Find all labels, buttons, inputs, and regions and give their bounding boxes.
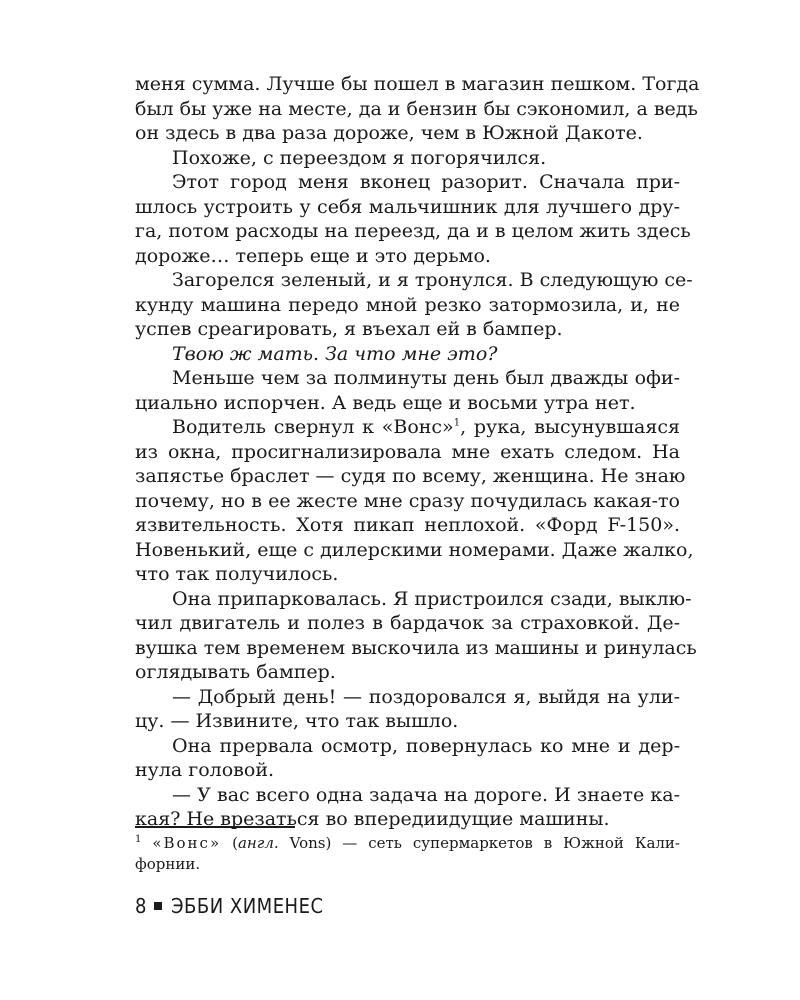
footnote-term: «Вонс» [152, 834, 222, 852]
separator-square [154, 902, 162, 910]
text-line: циально испорчен. А ведь еще и восьми утра нет. [135, 391, 636, 414]
text-line: Новенький, еще с дилерскими номерами. Даже жалко, [135, 538, 694, 561]
text-line: Этот город меня вконец разорит. Сначала при- [172, 171, 680, 193]
text-line: кая? Не врезаться во впередиидущие машины. [135, 808, 610, 830]
footnote-divider [135, 826, 295, 828]
paragraph-7 [135, 415, 694, 587]
footnote-lang: англ. [237, 834, 279, 852]
text-line: Она припарковалась. Я пристроился сзади, выклю- [172, 587, 692, 610]
text-line: дороже… теперь еще и это дерьмо. [135, 244, 491, 267]
running-footer [135, 894, 324, 918]
text-line: он здесь в два раза дороже, чем в Южной Дакоте. [135, 122, 643, 144]
text-line: Похоже, с переездом я погорячился. [172, 146, 547, 169]
text-line: Загорелся зеленый, и я тронулся. В следующую се- [172, 269, 693, 291]
text-line: запястье браслет — судя по всему, женщина. Не знаю [135, 465, 686, 487]
text-line: почему, но в ее жесте мне сразу почудилась какая-то [135, 489, 680, 512]
text-line: чил двигатель и полез в бардачок за страховкой. Де- [135, 612, 680, 634]
paragraph-5 [135, 342, 680, 367]
text-line [135, 415, 680, 440]
footnote-ref: 1 [453, 417, 461, 429]
footnote-text: Vons) — сеть супермаркетов в Южной Кали- [289, 834, 680, 852]
footnote-line: форнии. [135, 855, 201, 873]
footnote-marker: 1 [135, 834, 142, 845]
body-text [135, 72, 700, 832]
paragraph-1 [135, 72, 700, 146]
text-line: цу. — Извините, что так вышло. [135, 710, 459, 732]
text-line: меня сумма. Лучше бы пошел в магазин пешком. Тогда [135, 73, 700, 95]
footnote-line: $^1$ «Вонс» (англ. Vons) — сеть супермаркетов в Южной Кали- [135, 834, 680, 852]
text-line: Она прервала осмотр, повернулась ко мне и дер- [172, 734, 680, 757]
paragraph-2 [135, 146, 680, 171]
paragraph-11 [135, 783, 680, 832]
paragraph-3 [135, 170, 691, 268]
text-line: нула головой. [135, 759, 275, 781]
footnote [135, 833, 680, 875]
italic-text-line: Твою ж мать. За что мне это? [172, 342, 498, 365]
paragraph-8 [135, 587, 697, 685]
text-line: — Добрый день! — поздоровался я, выйдя на ули- [172, 685, 680, 708]
text-line: Меньше чем за полминуты день был дважды офи- [172, 367, 680, 389]
text-line: кунду машина передо мной резко затормозила, и, не [135, 293, 680, 316]
text-line: га, потом расходы на переезд, да и в целом жить здесь [135, 220, 691, 242]
text-line: успев среагировать, я въехал ей в бампер. [135, 318, 563, 340]
text-line: шлось устроить у себя мальчишник для лучшего дру- [135, 195, 680, 218]
text-fragment: Водитель свернул к «Вонс» [172, 416, 454, 438]
paragraph-6 [135, 366, 680, 415]
text-line: — У вас всего одна задача на дороге. И знаете ка- [172, 783, 680, 806]
paragraph-4 [135, 268, 693, 342]
text-fragment: , рука, высунувшаяся [460, 416, 680, 438]
author-name: ЭББИ ХИМЕНЕС [170, 894, 324, 918]
text-line: из окна, просигнализировала мне ехать следом. На [135, 440, 680, 463]
text-line: язвительность. Хотя пикап неплохой. «Форд F-150». [135, 514, 680, 536]
text-line: оглядывать бампер. [135, 661, 336, 683]
paragraph-9 [135, 685, 680, 734]
text-line: вушка тем временем выскочила из машины и ринулась [135, 636, 697, 659]
text-line: что так получилось. [135, 563, 339, 585]
text-line: был бы уже на месте, да и бензин бы сэкономил, а ведь [135, 97, 698, 120]
page-number: 8 [135, 894, 147, 918]
paragraph-10 [135, 734, 680, 783]
